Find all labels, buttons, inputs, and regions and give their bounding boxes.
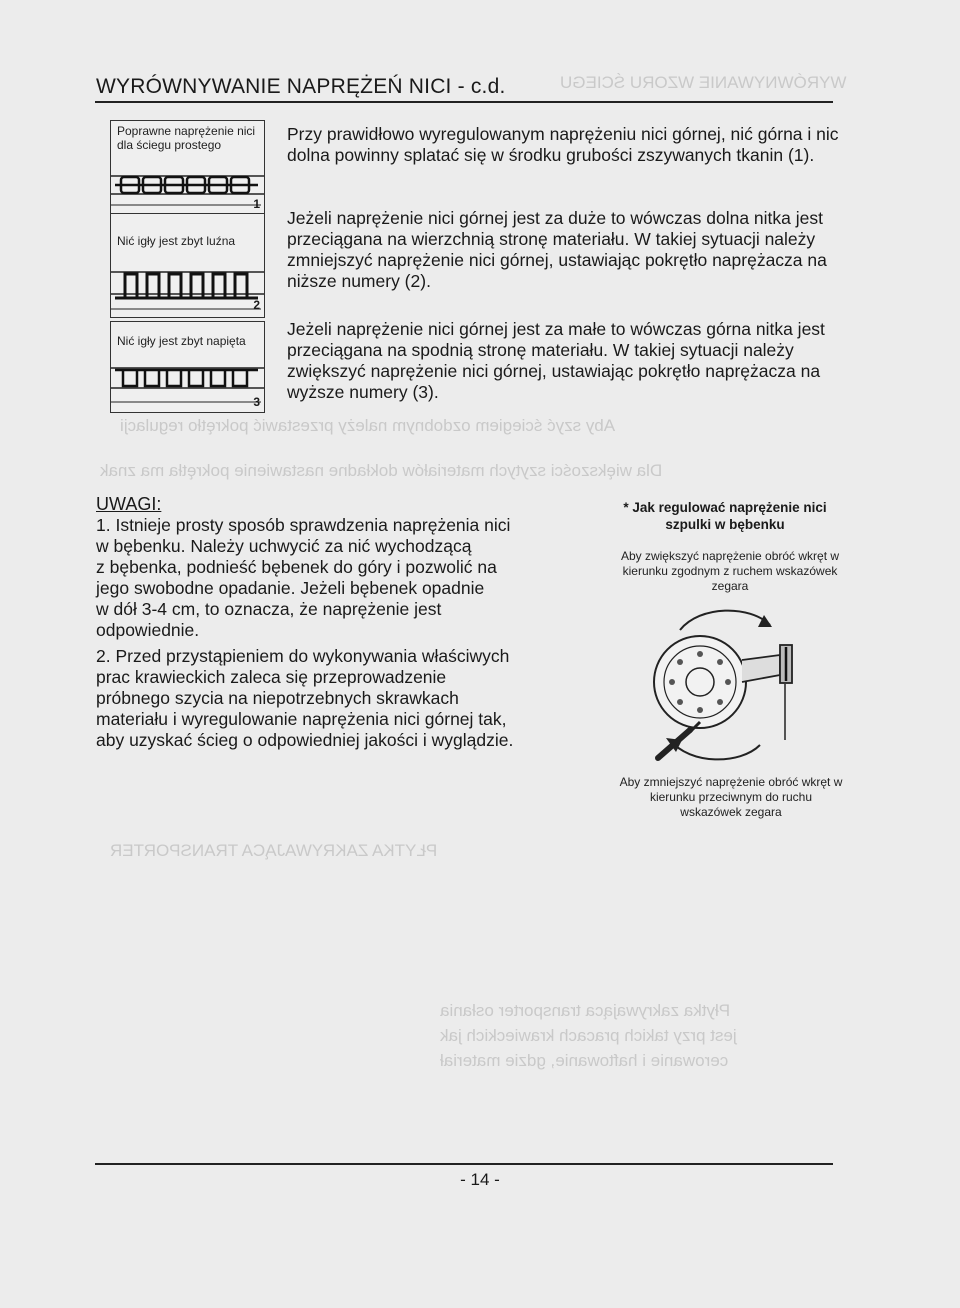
stitch-figure-loose [110,213,265,318]
note-line: w bębenku. Należy uchwycić za nić wychodzącą [96,536,472,556]
note-line: aby uzyskać ścieg o odpowiedniej jakości i wyglądzie. [96,730,514,750]
footer-divider [95,1163,833,1165]
bleed-through-text: PŁYTKA ZAKRYWAJĄCA TRANSPORTER [110,841,438,860]
note-line: jego swobodne opadanie. Jeżeli bębenek opadnie [96,578,485,598]
note-2 [96,646,586,751]
increase-tension-caption: Aby zwiększyć naprężenie obróć wkręt w kierunku zgodnym z ruchem wskazówek zegara [620,549,840,593]
bleed-through-text: WYRÓWNYWANIE WZORU ŚCIEGU [560,73,847,92]
figure-label: Nić igły jest zbyt napięta [117,334,246,348]
note-line: próbnego szycia na niepotrzebnych skrawkach [96,688,459,708]
stitch-loose-illustration [111,214,264,317]
decrease-tension-caption: Aby zmniejszyć naprężenie obróć wkręt w kierunku przeciwnym do ruchu wskazówek zegara [619,775,843,819]
page-title: WYRÓWNYWANIE NAPRĘŻEŃ NICI - c.d. [96,75,506,98]
bleed-through-text: Dla większości szytych materiałów dokładne nastawienie pokrętła ma znak [100,461,663,480]
figure-label: Poprawne naprężenie nici dla ściegu prostego [117,124,256,152]
bobbin-tension-title: * Jak regulować naprężenie nici szpulki w bębenku [623,500,827,532]
page-number: - 14 - [460,1170,500,1189]
bleed-through-text: Płytka zakrywająca transporter osłania [440,1001,731,1020]
bobbin-case-illustration [630,600,830,770]
note-1 [96,515,586,641]
stitch-figure-tight [110,321,265,413]
paragraph-tension-too-low: Jeżeli naprężenie nici górnej jest za małe to wówczas górna nitka jest przeciągana na spodnią stronę materiału. W takiej sytuacji należy zwiększyć naprężenie nici górnej, ustawiając pokrętło naprężacza na wyższe numery (3). [287,319,825,402]
bleed-through-text: Aby szyć ściegiem ozdobnym należy przestawić pokrętło regulacji [120,416,616,435]
note-line: 1. Istnieje prosty sposób sprawdzenia naprężenia nici [96,515,511,535]
note-line: odpowiednie. [96,620,200,640]
note-line: 2. Przed przystąpieniem do wykonywania właściwych [96,646,510,666]
paragraph-correct-tension: Przy prawidłowo wyregulowanym naprężeniu nici górnej, nić górna i nic dolna powinny splatać się w środku grubości zszywanych tkanin (1). [287,124,839,165]
note-line: z bębenka, podnieść bębenek do góry i pozwolić na [96,557,497,577]
note-line: w dół 3-4 cm, to oznacza, że naprężenie jest [96,599,442,619]
title-divider [95,101,833,103]
bleed-through-text: cerowanie i haftowanie, gdzie materiał [440,1051,729,1070]
notes-heading: UWAGI: [96,494,162,514]
stitch-tight-illustration [111,322,264,412]
stitch-correct-illustration [111,121,264,213]
note-line: prac krawieckich zaleca się przeprowadzenie [96,667,447,687]
figure-number: 2 [253,298,260,312]
figure-number: 3 [253,395,260,409]
note-line: materiału i wyregulowanie naprężenia nici górnej tak, [96,709,507,729]
paragraph-tension-too-high: Jeżeli naprężenie nici górnej jest za duże to wówczas dolna nitka jest przeciągana na wierzchnią stronę materiału. W takiej sytuacji należy zmniejszyć naprężenie nici górnej, ustawiając pokrętło naprężacza na niższe numery (2). [287,208,827,291]
figure-number: 1 [253,197,260,211]
bleed-through-text: jest przy takich pracach krawieckich jak [440,1026,737,1045]
stitch-figure-correct [110,120,265,214]
figure-label: Nić igły jest zbyt luźna [117,234,236,248]
